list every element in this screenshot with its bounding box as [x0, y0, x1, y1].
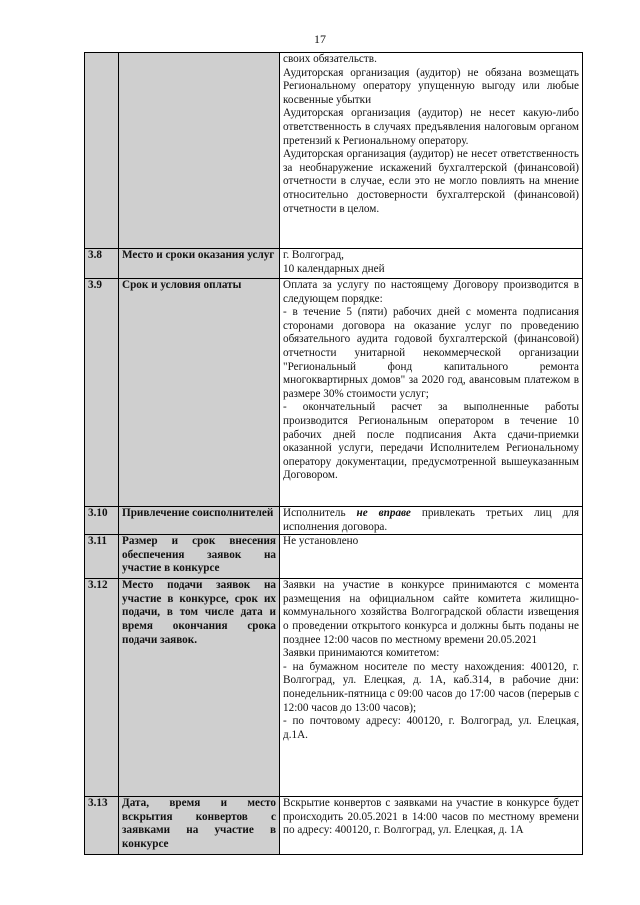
text-run: Исполнитель [283, 507, 357, 519]
paragraph: - окончательный расчет за выполненные работы производится Региональным оператором в течение 10 рабочих дней после подписания Акта сдачи-приемки оказанной услуги, передачи Исполнителем Региональному оператору документации, предусмотренной вышеуказанным Договором. [283, 401, 579, 482]
paragraph: г. Волгоград, [283, 249, 344, 261]
procurement-terms-table [84, 52, 583, 855]
row-number-cell [85, 53, 119, 249]
table-row-continuation [85, 53, 583, 249]
page-number: 17 [314, 32, 326, 46]
row-number-cell: 3.8 [85, 249, 119, 279]
paragraph: Аудиторская организация (аудитор) не обязана возмещать Региональному оператору упущенную выгоду или любые косвенные убытки [283, 66, 579, 106]
row-value-cell [280, 279, 583, 507]
row-value-cell [280, 53, 583, 249]
text-run: привлекать третьих лиц для исполнения договора. [283, 507, 579, 533]
table-row-3-11 [85, 535, 583, 579]
row-name-cell [119, 53, 280, 249]
row-name-cell: Срок и условия оплаты [119, 279, 280, 507]
row-name-cell: Размер и срок внесения обеспечения заявок на участие в конкурсе [119, 535, 280, 579]
table-row-3-10 [85, 507, 583, 535]
row-value-cell [280, 507, 583, 535]
table-row-3-12 [85, 579, 583, 797]
row-value-cell [280, 535, 583, 579]
paragraph: - в течение 5 (пяти) рабочих дней с момента подписания сторонами договора на оказание услуг по проведению обязательного аудита годовой бухгалтерской (финансовой) отчетности унитарной некоммерческой организации "Региональный фонд капитального ремонта многоквартирных домов" за 2020 год, авансовым платежом в размере 30% стоимости услуг; [283, 306, 579, 400]
row-value-cell [280, 579, 583, 797]
emphasis-text: не вправе [356, 507, 411, 519]
paragraph: - по почтовому адресу: 400120, г. Волгоград, ул. Елецкая, д.1А. [283, 715, 579, 741]
row-number-cell: 3.9 [85, 279, 119, 507]
row-number-cell: 3.11 [85, 535, 119, 579]
row-number-cell: 3.10 [85, 507, 119, 535]
paragraph: Оплата за услугу по настоящему Договору производится в следующем порядке: [283, 279, 579, 305]
row-name-cell: Место подачи заявок на участие в конкурсе, срок их подачи, в том числе дата и время окончания срока подачи заявок. [119, 579, 280, 797]
row-number-cell: 3.13 [85, 797, 119, 855]
row-name-cell: Место и сроки оказания услуг [119, 249, 280, 279]
paragraph: Заявки принимаются комитетом: [283, 647, 440, 660]
paragraph: - на бумажном носителе по месту нахождения: 400120, г. Волгоград, ул. Елецкая, д. 1А, каб.314, в рабочие дни: понедельник-пятница с 09:00 часов до 17:00 часов (перерыв с 12:00 часов до 13:00 часов); [283, 660, 579, 714]
paragraph: Аудиторская организация (аудитор) не несет ответственность за необнаружение искажений бухгалтерской (финансовой) отчетности в случае, если это не могло повлиять на мнение относительно достоверности бухгалтерской (финансовой) отчетности в целом. [283, 148, 579, 215]
paragraph: Вскрытие конвертов с заявками на участие в конкурсе будет происходить 20.05.2021 в 14:00 часов по местному времени по адресу: 400120, г. Волгоград, ул. Елецкая, д. 1А [283, 797, 579, 837]
table-row-3-9 [85, 279, 583, 507]
paragraph: Аудиторская организация (аудитор) не несет какую-либо ответственность в случаях предъявления налоговым органом претензий к Региональному оператору. [283, 107, 579, 147]
row-name-cell: Привлечение соисполнителей [119, 507, 280, 535]
table-row-3-8 [85, 249, 583, 279]
table-row-3-13 [85, 797, 583, 855]
row-number-cell: 3.12 [85, 579, 119, 797]
row-name-cell: Дата, время и место вскрытия конвертов с заявками на участие в конкурсе [119, 797, 280, 855]
paragraph: Заявки на участие в конкурсе принимаются с момента размещения на официальном сайте комитета жилищно-коммунального хозяйства Волгоградской области извещения о проведении открытого конкурса и должны быть поданы не позднее 12:00 часов по местному времени 20.05.2021 [283, 579, 579, 646]
row-value-cell [280, 797, 583, 855]
row-value-cell [280, 249, 583, 279]
paragraph: 10 календарных дней [283, 262, 385, 275]
paragraph: своих обязательств. [283, 53, 377, 65]
paragraph: Не установлено [283, 535, 359, 548]
